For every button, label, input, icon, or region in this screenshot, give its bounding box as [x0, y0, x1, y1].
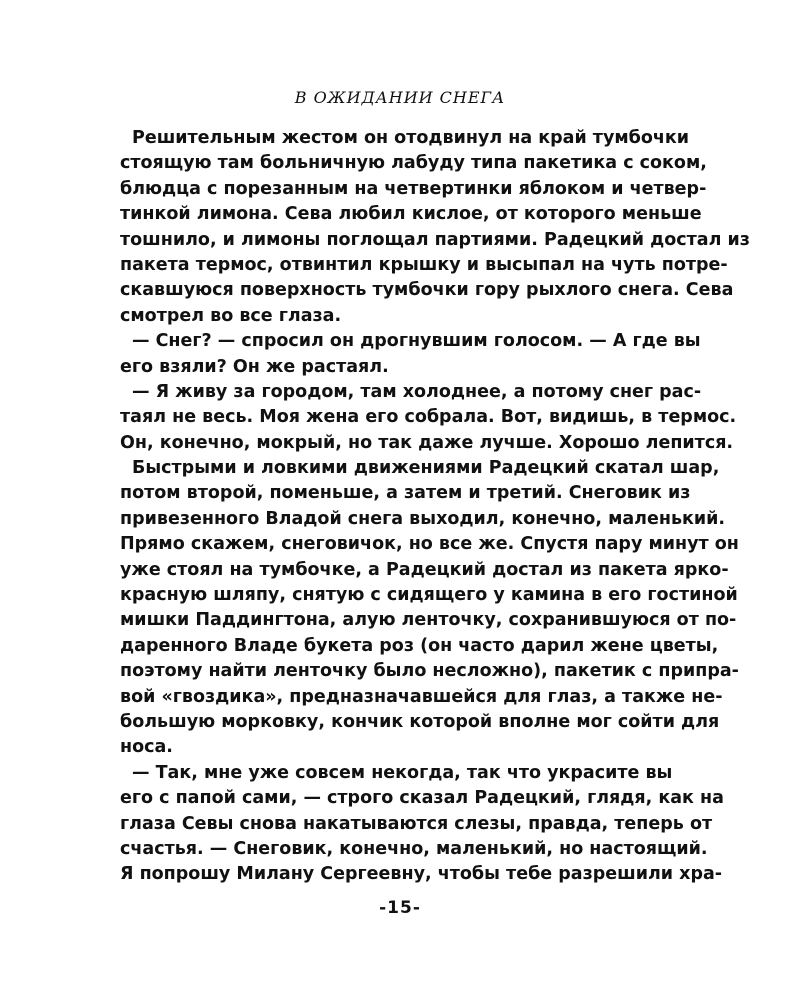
text-line: стоящую там больничную лабуду типа пакетика с соком,	[120, 153, 707, 174]
text-line: его с папой сами, — строго сказал Радецкий, глядя, как на	[120, 788, 724, 809]
text-line: красную шляпу, снятую с сидящего у камина в его гостиной	[120, 585, 738, 606]
text-line: Быстрыми и ловкими движениями Радецкий скатал шар,	[132, 458, 720, 479]
text-line: Я попрошу Милану Сергеевну, чтобы тебе разрешили хра-	[120, 864, 723, 885]
text-line: пакета термос, отвинтил крышку и высыпал на чуть потре-	[120, 254, 728, 275]
text-line: поэтому найти ленточку было несложно), пакетик с припра-	[120, 661, 739, 682]
text-line: скавшуюся поверхность тумбочки гору рыхлого снега. Сева	[120, 280, 734, 301]
text-line: счастья. — Снеговик, конечно, маленький, но настоящий.	[120, 838, 708, 859]
text-line: Решительным жестом он отодвинул на край тумбочки	[132, 128, 690, 148]
text-line: тинкой лимона. Сева любил кислое, от которого меньше	[120, 204, 702, 225]
text-line: привезенного Владой снега выходил, конечно, маленький.	[120, 508, 726, 529]
text-line: его взяли? Он же растаял.	[120, 356, 389, 377]
text-line: уже стоял на тумбочке, а Радецкий достал из пакета ярко-	[120, 559, 729, 580]
text-line: даренного Владе букета роз (он часто дарил жене цветы,	[120, 635, 719, 656]
text-line: — Так, мне уже совсем некогда, так что украсите вы	[132, 762, 673, 783]
text-line: мишки Паддингтона, алую ленточку, сохранившуюся от по-	[120, 610, 737, 631]
text-line: носа.	[120, 737, 173, 758]
text-line: таял не весь. Моя жена его собрала. Вот, видишь, в термос.	[120, 407, 737, 428]
text-line: Он, конечно, мокрый, но так даже лучше. Хорошо лепится.	[120, 432, 734, 453]
text-line: — Я живу за городом, там холоднее, а потому снег рас-	[132, 381, 702, 402]
text-line: большую морковку, кончик которой вполне мог сойти для	[120, 711, 720, 732]
text-line: тошнило, и лимоны поглощал партиями. Радецкий достал из	[120, 229, 750, 250]
page-number: -15-	[379, 898, 421, 918]
text-line: потом второй, поменьше, а затем и третий. Снеговик из	[120, 483, 691, 504]
text-line: Прямо скажем, снеговичок, но все же. Спустя пару минут он	[120, 534, 739, 555]
text-line: вой «гвоздика», предназначавшейся для глаз, а также не-	[120, 686, 723, 707]
text-line: блюдца с порезанным на четвертинки яблоком и четвер-	[120, 178, 707, 199]
text-line: — Снег? — спросил он дрогнувшим голосом. — А где вы	[132, 331, 701, 352]
running-head: В ОЖИДАНИИ СНЕГА	[294, 88, 506, 107]
text-line: смотрел во все глаза.	[120, 305, 342, 326]
body-text	[120, 126, 750, 888]
text-line: глаза Севы снова накатываются слезы, правда, теперь от	[120, 813, 713, 834]
